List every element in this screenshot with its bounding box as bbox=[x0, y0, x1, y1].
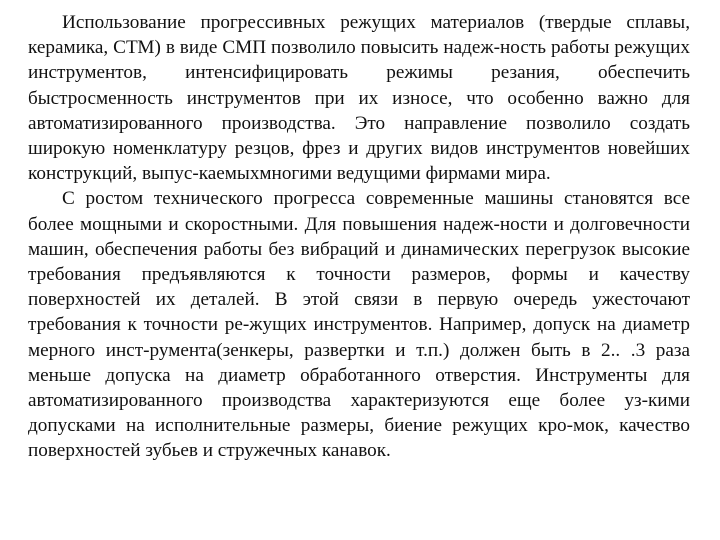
document-page bbox=[28, 10, 690, 464]
paragraph-technical-progress: С ростом технического прогресса современные машины становятся все более мощными и скоростными. Для повышения надеж-ности и долговечности машин, обеспечения работы без вибраций и динамических перегрузок высокие требования предъявляются к точности размеров, формы и качеству поверхностей их деталей. В этой связи в первую очередь ужесточают требования к точности ре-жущих инструментов. Например, допуск на диаметр мерного инст-румента(зенкеры, развертки и т.п.) должен быть в 2.. .3 раза меньше допуска на диаметр обработанного отверстия. Инструменты для автоматизированного производства характеризуются еще более уз-кими допусками на исполнительные размеры, биение режущих кро-мок, качество поверхностей зубьев и стружечных канавок. bbox=[28, 188, 690, 462]
paragraph-cutting-materials: Использование прогрессивных режущих материалов (твердые сплавы, керамика, СТМ) в виде СМП позволило повысить надеж-ность работы режущих инструментов, интенсифицировать режимы резания, обеспечить быстросменность инструментов при их износе, что особенно важно для автоматизированного производства. Это направление позволило создать широкую номенклатуру резцов, фрез и других видов инструментов новейших конструкций, выпус-каемыхмногими ведущими фирмами мира. bbox=[28, 12, 690, 185]
